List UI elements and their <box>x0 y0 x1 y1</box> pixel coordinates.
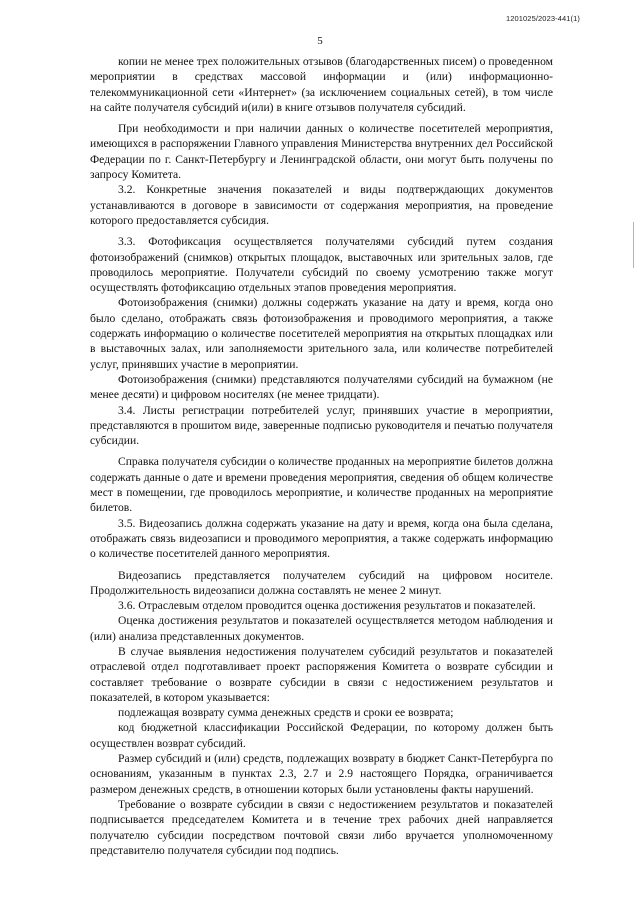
scan-edge-mark <box>633 222 635 268</box>
paragraph: 3.2. Конкретные значения показателей и виды подтверждающих документов устанавливаются в договоре в зависимости от содержания мероприятия, на проведение которого предоставляется субсидия. <box>90 183 553 227</box>
paragraph: 3.6. Отраслевым отделом проводится оценка достижения результатов и показателей. <box>118 599 536 613</box>
document-number: 1201025/2023-441(1) <box>505 14 580 23</box>
document-body <box>90 54 553 858</box>
paragraph: Оценка достижения результатов и показателей осуществляется методом наблюдения и (или) анализа представленных документов. <box>90 614 553 643</box>
paragraph: Фотоизображения (снимки) должны содержать указание на дату и время, когда оно было сделано, отображать связь фотоизображения и проводимого мероприятия, а также содержать информацию о количестве посетителей мероприятия на открытых площадках или в выставочных залах, или заполняемости зрительного зала, или количестве потребителей услуг, принявших участие в мероприятии. <box>90 296 553 371</box>
paragraph: 3.5. Видеозапись должна содержать указание на дату и время, когда она была сделана, отображать связь видеозаписи и проводимого мероприятия, а также содержать информацию о количестве посетителей данного мероприятия. <box>90 516 553 561</box>
paragraph: 3.4. Листы регистрации потребителей услуг, принявших участие в мероприятии, представляются в прошитом виде, заверенные подписью руководителя и печатью получателя субсидии. <box>90 403 553 448</box>
paragraph: подлежащая возврату сумма денежных средств и сроки ее возврата; <box>118 706 454 720</box>
paragraph: Справка получателя субсидии о количестве проданных на мероприятие билетов должна содержать данные о дате и времени проведения мероприятия, сведения об общем количестве мест в помещении, где проводилось мероприятие, и количестве проданных на мероприятие билетов. <box>90 455 553 515</box>
paragraph: 3.3. Фотофиксация осуществляется получателями субсидий путем создания фотоизображений (снимков) открытых площадок, выставочных или зрительных залов, где проводилось мероприятие. Получатели субсидий по своему усмотрению также могут осуществлять фотофиксацию отдельных этапов проведения мероприятия. <box>90 235 553 295</box>
paragraph: Требование о возврате субсидии в связи с недостижением результатов и показателей подписывается председателем Комитета и в течение трех рабочих дней направляется получателю субсидии посредством почтовой связи либо вручается уполномоченному представителю получателя субсидии под подпись. <box>90 797 553 857</box>
paragraph: копии не менее трех положительных отзывов (благодарственных писем) о проведенном мероприятии в средствах массовой информации и (или) информационно-телекоммуникационной сети «Интернет» (за исключением социальных сетей), в том числе на сайте получателя субсидий и(или) в книге отзывов получателя субсидий. <box>90 55 553 114</box>
page-number: 5 <box>317 35 323 47</box>
paragraph: код бюджетной классификации Российской Федерации, по которому должен быть осуществлен возврат субсидий. <box>90 721 553 750</box>
paragraph: При необходимости и при наличии данных о количестве посетителей мероприятия, имеющихся в распоряжении Главного управления Министерства внутренних дел Российской Федерации по г. Санкт-Петербургу и Ленинградской области, они могут быть получены по запросу Комитета. <box>90 122 553 182</box>
paragraph: В случае выявления недостижения получателем субсидий результатов и показателей отраслевой отдел подготавливает проект распоряжения Комитета о возврате субсидии и составляет требование о возврате субсидии в связи с недостижением результатов и показателей, в котором указывается: <box>90 644 553 704</box>
paragraph: Видеозапись представляется получателем субсидий на цифровом носителе. Продолжительность видеозаписи должна составлять не менее 2 минут. <box>90 568 553 597</box>
paragraph: Размер субсидий и (или) средств, подлежащих возврату в бюджет Санкт-Петербурга по основаниям, указанным в пунктах 2.3, 2.7 и 2.9 настоящего Порядка, ограничивается размером денежных средств, в отношении которых были установлены факты нарушений. <box>90 752 553 796</box>
paragraph: Фотоизображения (снимки) представляются получателями субсидий на бумажном (не менее десяти) и цифровом носителях (не менее тридцати). <box>90 372 553 402</box>
